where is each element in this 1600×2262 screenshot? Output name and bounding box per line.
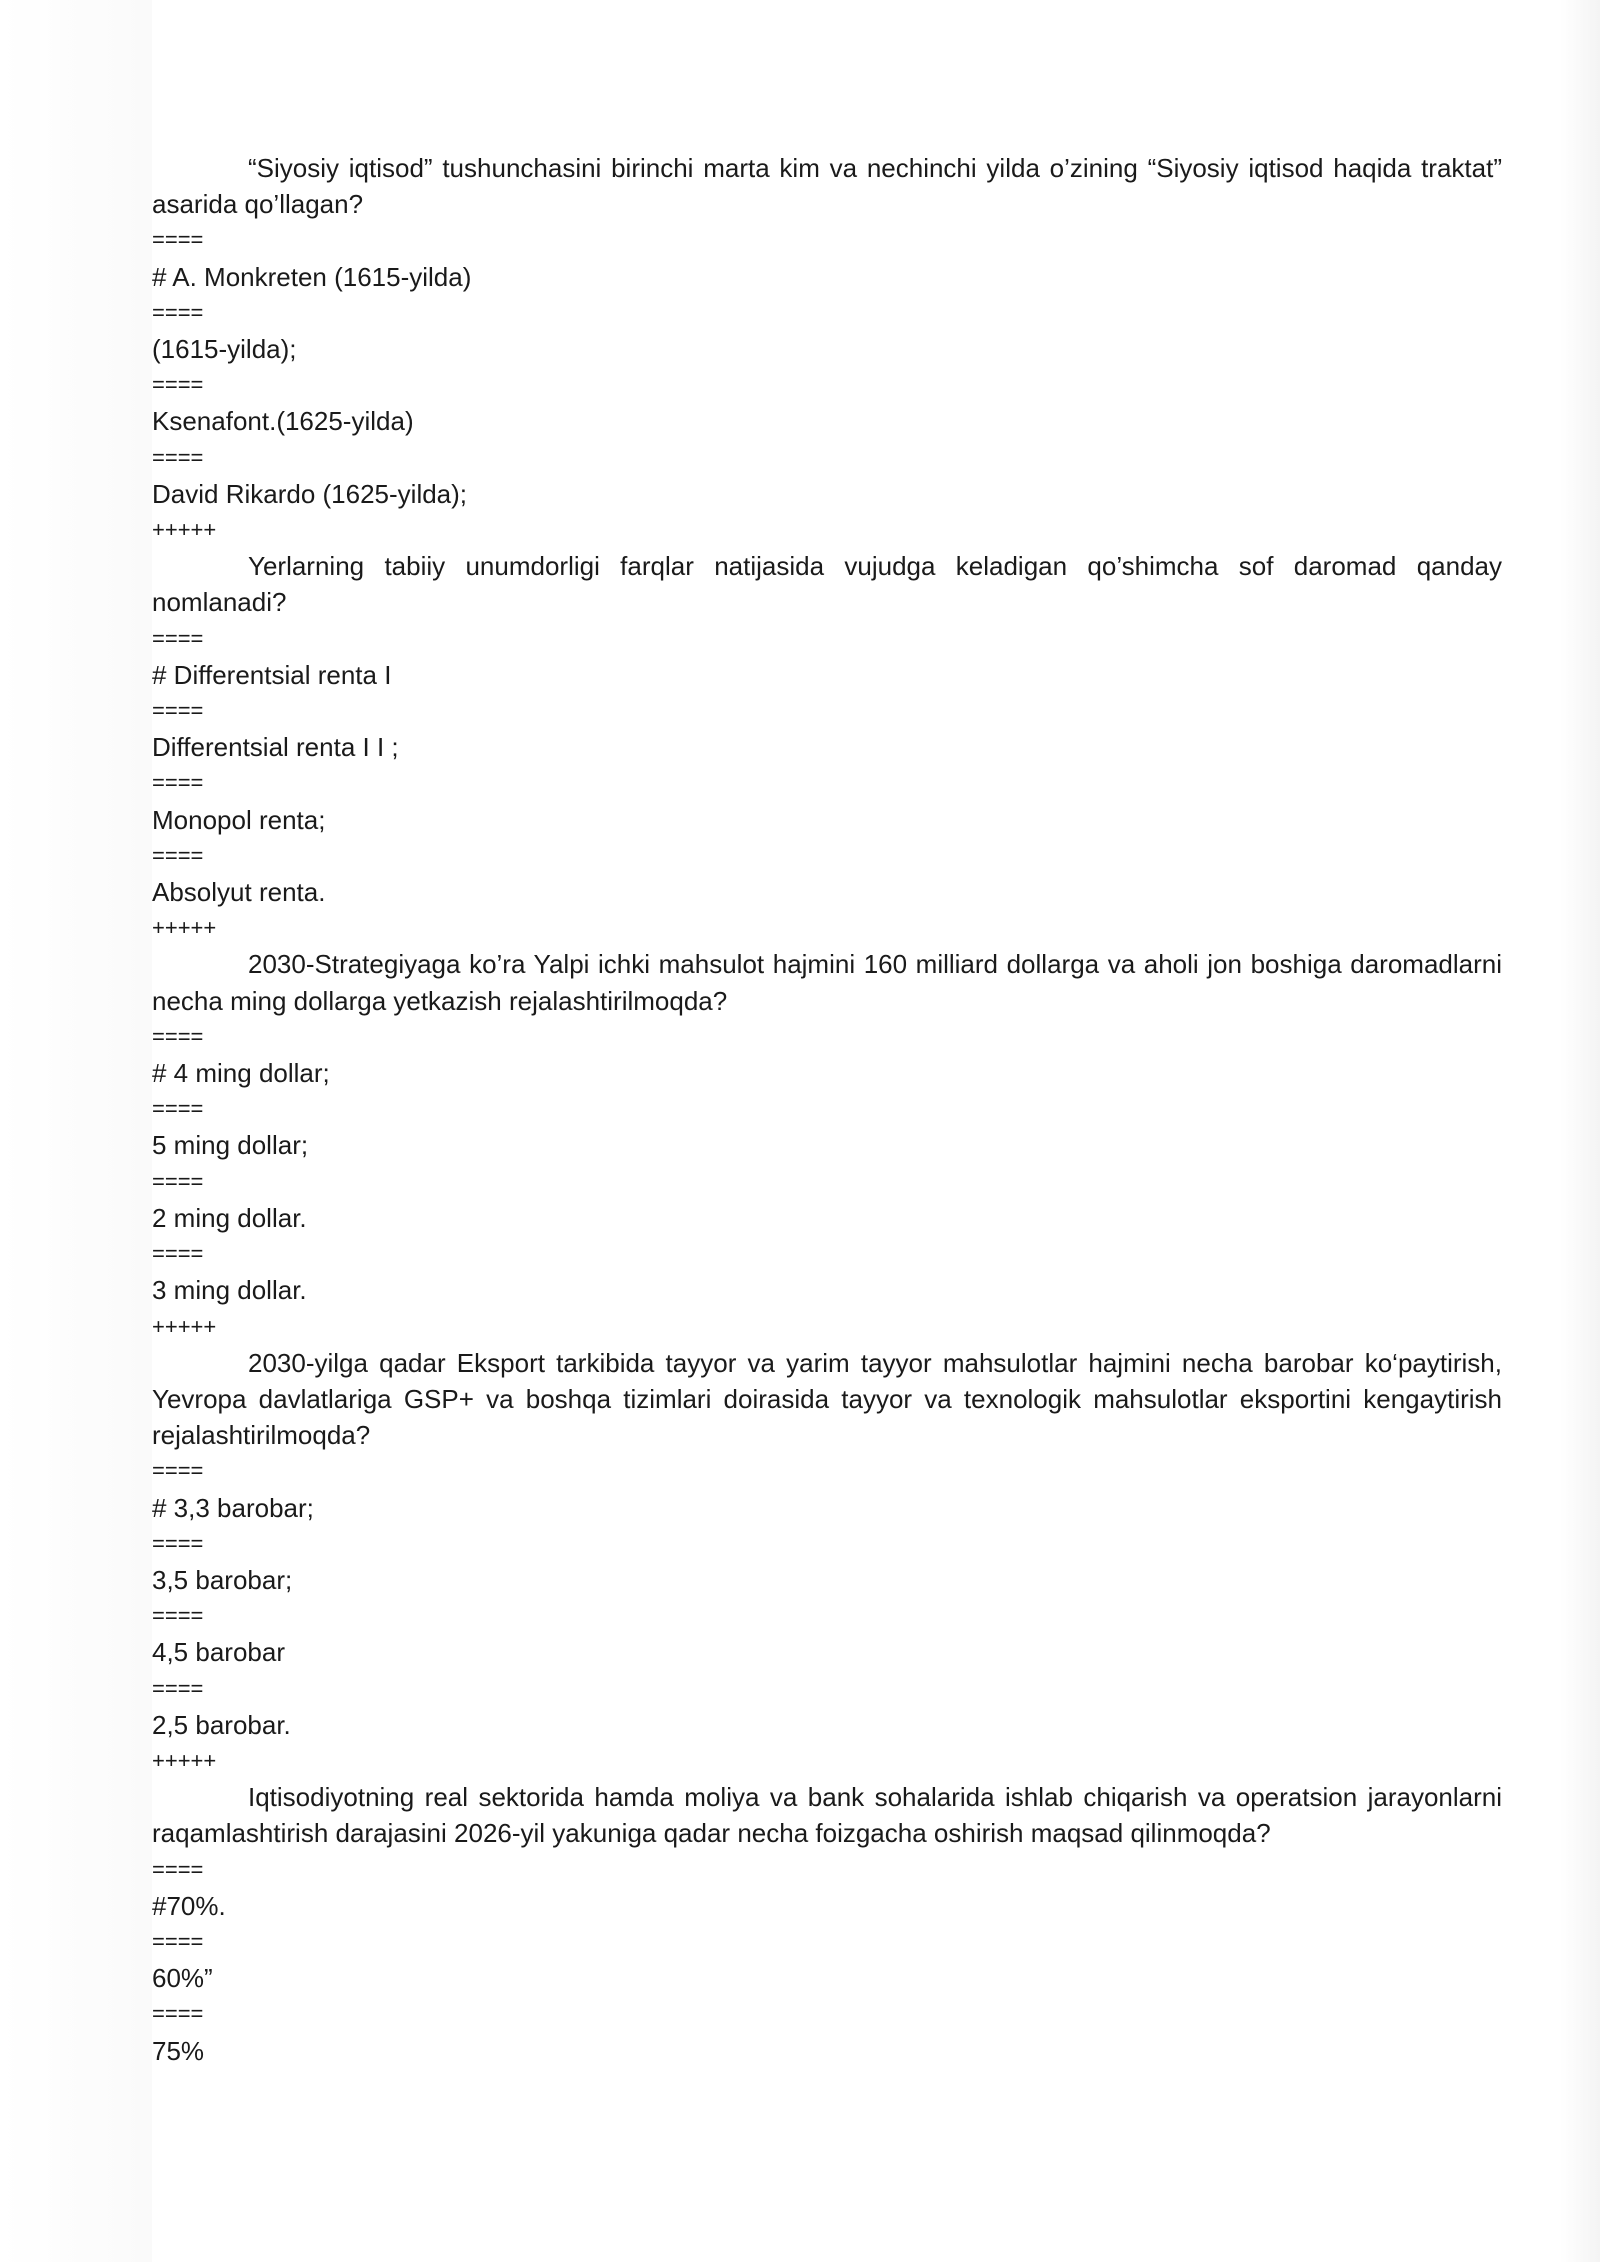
document-body — [152, 150, 1502, 2069]
answer-option-correct: # 3,3 barobar; — [152, 1492, 314, 1523]
answer-option: 3,5 barobar; — [152, 1564, 293, 1595]
question-block — [152, 946, 1502, 1344]
option-separator: ==== — [152, 1168, 204, 1194]
answer-option: Monopol renta; — [152, 804, 326, 835]
answer-option-correct: # A. Monkreten (1615-yilda) — [152, 261, 472, 292]
option-separator: ==== — [152, 842, 204, 868]
answer-option-correct: # 4 ming dollar; — [152, 1058, 330, 1089]
question-text: Iqtisodiyotning real sektorida hamda moliya va bank sohalarida ishlab chiqarish va operatsion jarayonlarni raqamlashtirish darajasini 2026-yil yakuniga qadar necha foizgacha oshirish maqsad qilinmoqda? — [152, 1782, 1502, 1849]
option-separator: ==== — [152, 2001, 204, 2027]
answer-option: 2,5 barobar. — [152, 1709, 291, 1740]
option-separator: ==== — [152, 1096, 204, 1122]
answer-option: 60%” — [152, 1963, 213, 1994]
option-separator: ==== — [152, 1023, 204, 1049]
question-text: 2030-yilga qadar Eksport tarkibida tayyor va yarim tayyor mahsulotlar hajmini necha barobar ko‘paytirish, Yevropa davlatlariga GSP+ va boshqa tizimlari doirasida tayyor va texnologik mahsulotlar eksportini kengaytirish rejalashtirilmoqda? — [152, 1347, 1502, 1451]
question-text: Yerlarning tabiiy unumdorligi farqlar natijasida vujudga keladigan qo’shimcha sof daromad qanday nomlanadi? — [152, 551, 1502, 618]
block-separator: +++++ — [152, 517, 217, 543]
option-separator: ==== — [152, 1928, 204, 1954]
option-separator: ==== — [152, 227, 204, 253]
answer-option: Ksenafont.(1625-yilda) — [152, 406, 414, 437]
question-block — [152, 1779, 1502, 2069]
option-separator: ==== — [152, 444, 204, 470]
option-separator: ==== — [152, 770, 204, 796]
question-block — [152, 548, 1502, 946]
answer-option: 5 ming dollar; — [152, 1130, 309, 1161]
answer-option: Differentsial renta I I ; — [152, 732, 399, 763]
page-edge-shade — [1560, 0, 1600, 2262]
answer-option: Absolyut renta. — [152, 877, 326, 908]
question-block — [152, 1345, 1502, 1779]
block-separator: +++++ — [152, 1747, 217, 1773]
question-text: 2030-Strategiyaga ko’ra Yalpi ichki mahsulot hajmini 160 milliard dollarga va aholi jon boshiga daromadlarni necha ming dollarga yetkazish rejalashtirilmoqda? — [152, 949, 1502, 1016]
option-separator: ==== — [152, 1530, 204, 1556]
option-separator: ==== — [152, 299, 204, 325]
option-separator: ==== — [152, 625, 204, 651]
option-separator: ==== — [152, 1241, 204, 1267]
block-separator: +++++ — [152, 915, 217, 941]
question-block — [152, 150, 1502, 548]
answer-option-correct: # Differentsial renta I — [152, 659, 392, 690]
block-separator: +++++ — [152, 1313, 217, 1339]
option-separator: ==== — [152, 1603, 204, 1629]
option-separator: ==== — [152, 1675, 204, 1701]
answer-option: (1615-yilda); — [152, 334, 297, 365]
answer-option: David Rikardo (1625-yilda); — [152, 478, 468, 509]
answer-option: 2 ming dollar. — [152, 1202, 307, 1233]
page-margin-shade — [0, 0, 152, 2262]
answer-option: 4,5 barobar — [152, 1637, 285, 1668]
option-separator: ==== — [152, 698, 204, 724]
option-separator: ==== — [152, 372, 204, 398]
option-separator: ==== — [152, 1856, 204, 1882]
question-text: “Siyosiy iqtisod” tushunchasini birinchi marta kim va nechinchi yilda o’zining “Siyosiy iqtisod haqida traktat” asarida qo’llagan? — [152, 153, 1502, 220]
answer-option: 3 ming dollar. — [152, 1275, 307, 1306]
answer-option-correct: #70%. — [152, 1890, 226, 1921]
answer-option: 75% — [152, 2035, 205, 2066]
option-separator: ==== — [152, 1458, 204, 1484]
